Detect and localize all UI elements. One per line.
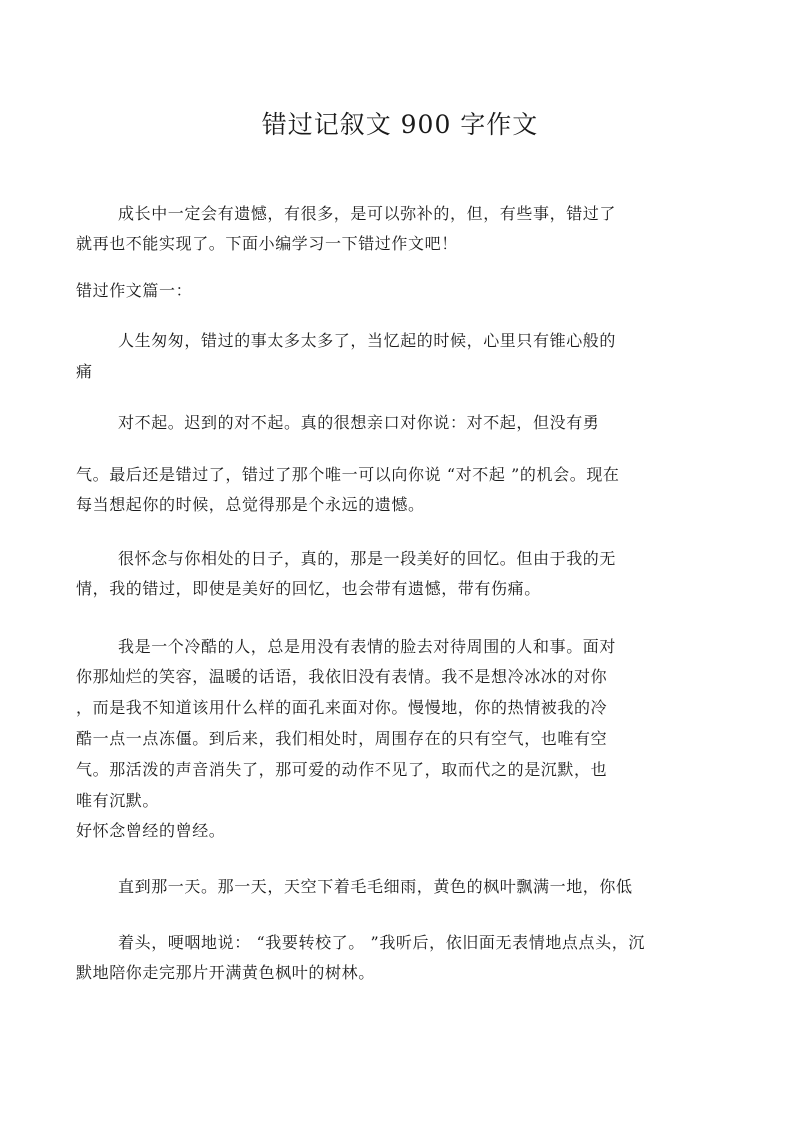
paragraph-line: 气。那活泼的声音消失了，那可爱的动作不见了，取而代之的是沉默，也 [76, 760, 608, 779]
paragraph-line: 就再也不能实现了。下面小编学习一下错过作文吧！ [76, 234, 458, 253]
paragraph-line: 成长中一定会有遗憾，有很多，是可以弥补的，但，有些事，错过了 [118, 204, 617, 223]
paragraph-line: 酷一点一点冻僵。到后来，我们相处时，周围存在的只有空气，也唯有空 [76, 729, 608, 748]
paragraph-line: 气。最后还是错过了，错过了那个唯一可以向你说 “对不起 ”的机会。现在 [76, 465, 620, 484]
paragraph-line: 默地陪你走完那片开满黄色枫叶的树林。 [76, 963, 375, 982]
paragraph-line: 情，我的错过，即使是美好的回忆，也会带有遗憾，带有伤痛。 [76, 579, 541, 598]
section-heading: 错过作文篇一： [76, 281, 193, 300]
paragraph-line: 直到那一天。那一天，天空下着毛毛细雨，黄色的枫叶飘满一地，你低 [118, 877, 633, 896]
paragraph-line: 每当想起你的时候，总觉得那是个永远的遗憾。 [76, 495, 425, 514]
paragraph-line: 很怀念与你相处的日子，真的，那是一段美好的回忆。但由于我的无 [118, 549, 617, 568]
paragraph-line: 唯有沉默。 [76, 791, 160, 810]
paragraph-line: 人生匆匆，错过的事太多太多了，当忆起的时候，心里只有锥心般的 [118, 331, 617, 350]
paragraph-line: ，而是我不知道该用什么样的面孔来面对你。慢慢地，你的热情被我的冷 [76, 698, 608, 717]
paragraph-line: 痛 [76, 362, 93, 381]
paragraph-line: 着头，哽咽地说： “我要转校了。 ”我听后，依旧面无表情地点点头，沉 [118, 933, 645, 952]
paragraph-line: 你那灿烂的笑容，温暖的话语，我依旧没有表情。我不是想冷冰冰的对你 [76, 667, 608, 686]
paragraph-line: 好怀念曾经的曾经。 [76, 821, 226, 840]
document-title: 错过记叙文 900 字作文 [261, 110, 539, 139]
paragraph-line: 对不起。迟到的对不起。真的很想亲口对你说：对不起，但没有勇 [118, 413, 600, 432]
paragraph-line: 我是一个冷酷的人，总是用没有表情的脸去对待周围的人和事。面对 [118, 637, 617, 656]
